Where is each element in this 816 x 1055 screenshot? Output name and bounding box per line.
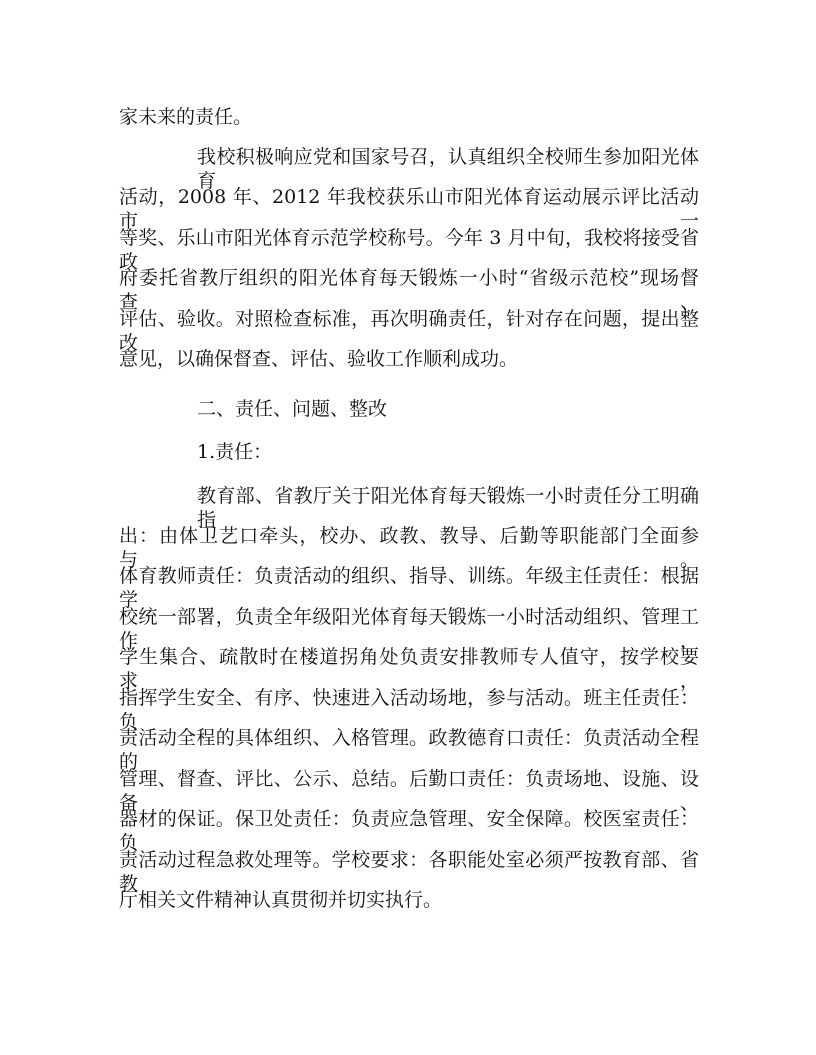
text-line-14: 学生集合、疏散时在楼道拐角处负责安排教师专人值守，按学校要求，	[119, 646, 699, 692]
text-line-11: 出：由体卫艺口牵头，校办、政教、教导、后勤等职能部门全面参与。	[119, 525, 699, 571]
subsection-heading: 1.责任：	[197, 441, 273, 463]
text-line-16: 责活动全程的具体组织、入格管理。政教德育口责任：负责活动全程的	[119, 727, 699, 773]
text-line-19: 责活动过程急救处理等。学校要求：各职能处室必须严按教育部、省教	[119, 849, 699, 895]
text-line-17: 管理、督查、评比、公示、总结。后勤口责任：负责场地、设施、设备、	[119, 768, 699, 814]
text-line-20: 厅相关文件精神认真贯彻并切实执行。	[119, 889, 443, 911]
text-line-6: 评估、验收。对照检查标准，再次明确责任，针对存在问题，提出整改	[119, 308, 699, 354]
text-line-7: 意见，以确保督查、评估、验收工作顺利成功。	[119, 348, 519, 370]
text-line-4: 等奖、乐山市阳光体育示范学校称号。今年 3 月中旬，我校将接受省政	[119, 227, 699, 273]
text-line-10: 教育部、省教厅关于阳光体育每天锻炼一小时责任分工明确指	[197, 485, 699, 531]
text-line-18: 器材的保证。保卫处责任：负责应急管理、安全保障。校医室责任：负	[119, 808, 699, 854]
text-line-12: 体育教师责任：负责活动的组织、指导、训练。年级主任责任：根据学	[119, 565, 699, 611]
text-line-5: 府委托省教厅组织的阳光体育每天锻炼一小时“省级示范校”现场督查、	[119, 267, 699, 313]
text-line-2: 我校积极响应党和国家号召，认真组织全校师生参加阳光体育	[197, 146, 699, 192]
text-line-13: 校统一部署，负责全年级阳光体育每天锻炼一小时活动组织、管理工作，	[119, 606, 699, 652]
text-line-15: 指挥学生安全、有序、快速进入活动场地，参与活动。班主任责任：负	[119, 687, 699, 733]
text-line-1: 家未来的责任。	[119, 106, 253, 128]
section-heading: 二、责任、问题、整改	[197, 398, 388, 420]
text-line-3: 活动，2008 年、2012 年我校获乐山市阳光体育运动展示评比活动市一	[119, 186, 699, 232]
